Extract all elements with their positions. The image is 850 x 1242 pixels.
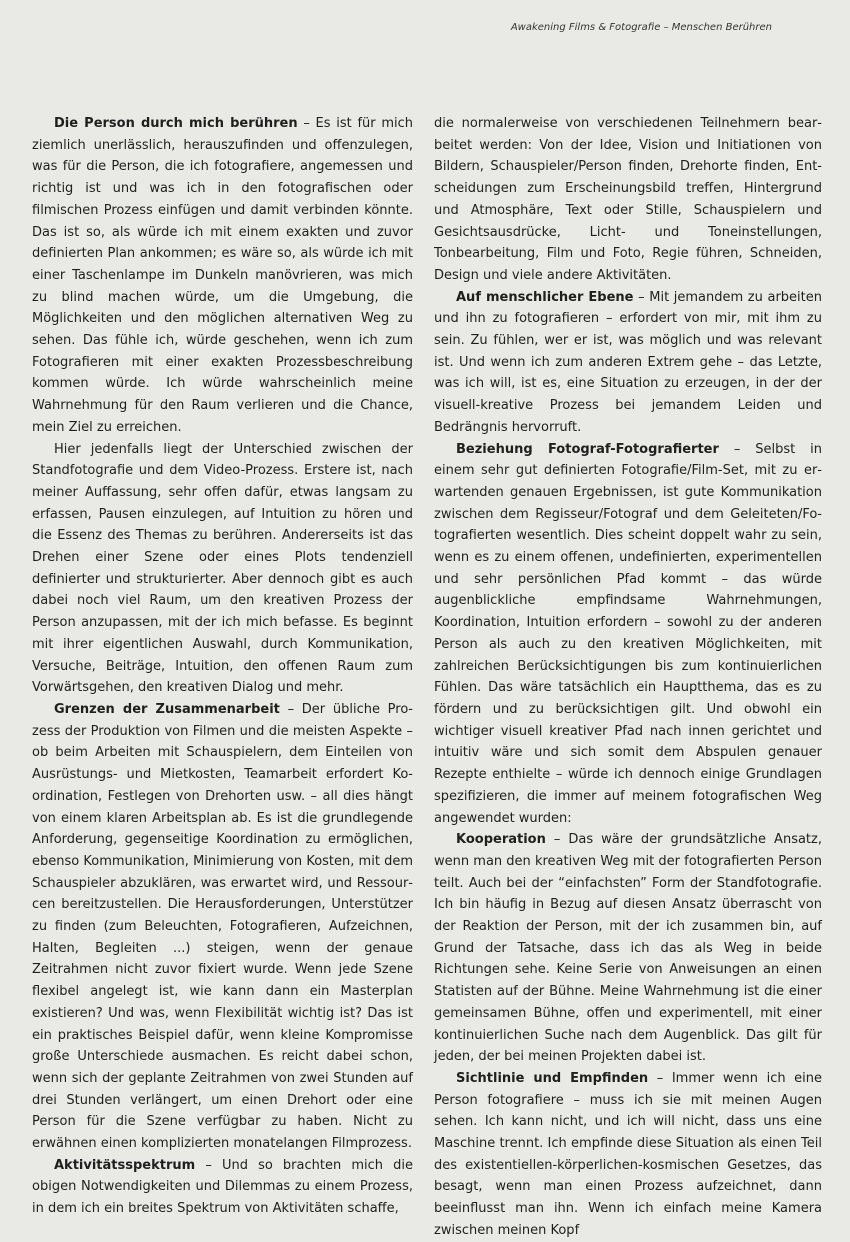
paragraph-beziehung: [434, 439, 822, 830]
paragraph-heading: Kooperation: [456, 832, 546, 848]
paragraph-heading: Beziehung Fotograf-Fotografierter: [456, 441, 719, 457]
paragraph-text: – Selbst in einem sehr gut definierten Fotografie/Film-Set, mit zu erwartenden genauen Ergebnissen, ist gute Kommunikation zwischen dem Regisseur/Fotograf und dem Geleiteten/Fotografierten wesentlich. Dies scheint doppelt wahr zu sein, wenn es zu einem offenen, undefinierten, experimentellen und sehr persönlichen Pfad kommt – das würde augenblickliche empfindsame Wahrnehmungen, Koordination, Intuition erfordern – sowohl zu der anderen Person als auch zu den kreativen Möglichkeiten, mit zahlreichen Berücksichtigungen bis zum kontinuierlichen Fühlen. Das wäre tatsächlich ein Hauptthema, das es zu fördern und zu berücksichtigen gilt. Und obwohl ein wichtiger visuell kreativer Pfad nach innen gerichtet und intuitiv wäre und sich somit dem Abspulen genauer Rezepte enthielte – würde ich dennoch einige Grundlagen spezifizieren, die immer auf meinem fotografischen Weg angewendet wurden:: [434, 441, 822, 826]
paragraph-heading: Auf menschlicher Ebene: [456, 289, 634, 305]
paragraph-text: – Es ist für mich ziemlich unerlässlich, herauszufinden und offenzulegen, was für die Person, die ich fotografiere, angemessen und richtig ist und was ich in den fotografischen oder filmischen Prozess einfügen und damit verbinden könnte. Das ist so, als würde ich mit einem exakten und zuvor definierten Plan ankommen; es wäre so, als würde ich mit einer Taschenlampe im Dunkeln manövrieren, was mich zu blind machen würde, um die Umgebung, die Möglichkeiten und den möglichen alternativen Weg zu sehen. Das fühle ich, würde geschehen, wenn ich zum Fotografieren mit einer exakten Prozessbeschreibung kommen würde. Ich würde wahrscheinlich meine Wahrnehmung für den Raum verlieren und die Chance, mein Ziel zu erreichen.: [32, 116, 413, 435]
paragraph-aktivitaetsspektrum: [32, 1155, 413, 1220]
paragraph-heading: Die Person durch mich berühren: [54, 116, 298, 131]
paragraph-text: – Und so brachten mich die obigen Notwendigkeiten und Dilemmas zu einem Prozess, in dem ich ein breites Spektrum von Aktivitäten schaffe,: [32, 1157, 413, 1217]
paragraph-unterschied: [32, 439, 413, 699]
paragraph-heading: Grenzen der Zusammenarbeit: [54, 701, 280, 717]
running-header: Awakening Films & Fotografie – Menschen Berühren: [510, 22, 772, 33]
right-column: [434, 113, 822, 1242]
paragraph-text: Hier jedenfalls liegt der Unterschied zwischen der Standfotografie und dem Video-Prozess. Erstere ist, nach meiner Auffassung, sehr offen dafür, etwas langsam zu erfassen, Pausen einzulegen, auf Intuition zu hören und die Essenz des Themas zu berühren. Andererseits ist das Drehen einer Szene oder eines Plots tendenziell definierter und strukturierter. Aber dennoch gibt es auch dabei noch viel Raum, um den kreativen Prozess der Person anzupassen, mit der ich mich befasse. Es beginnt mit ihrer eigentlichen Auswahl, durch Kommunikation, Versuche, Beiträge, Intuition, den offenen Raum zum Vorwärtsgehen, den kreativen Dialog und mehr.: [32, 441, 413, 696]
paragraph-text: – Immer wenn ich eine Person fotografiere – muss ich sie mit meinen Augen sehen. Ich kann nicht, und ich will nicht, dass uns eine Maschine trennt. Ich empfinde diese Situation als einen Teil des existentiellen-körperlichen-kosmischen Gesetzes, das besagt, wenn man einen Prozess aufzeichnet, dann beeinflusst man ihn. Wenn ich einfach meine Kamera zwischen meinen Kopf: [434, 1070, 822, 1238]
left-column: [32, 113, 413, 1220]
paragraph-text: – Mit jemandem zu arbeiten und ihn zu fotografieren – erfordert von mir, mit ihm zu sein. Zu fühlen, wer er ist, was möglich und was relevant ist. Und wenn ich zum anderen Extrem gehe – das Letzte, was ich will, ist es, eine Situation zu erzeugen, in der der visuell-kreative Prozess bei jemandem Leiden und Bedrängnis hervorruft.: [434, 289, 822, 435]
paragraph-text: – Das wäre der grundsätzliche Ansatz, wenn man den kreativen Weg mit der fotografierten Person teilt. Auch bei der “einfachsten” Form der Standfotografie. Ich bin häufig in Bezug auf diesen Ansatz überrascht von der Reaktion der Person, mit der ich zusammen bin, auf Grund der Tatsache, dass ich das als Weg in beide Richtungen sehe. Keine Serie von Anweisungen an einen Statisten auf der Bühne. Meine Wahrnehmung ist die einer gemeinsamen Bühne, offen und experimentell, mit einer kontinuierlichen Suche nach dem Augenblick. Das gilt für jeden, der bei meinen Projekten dabei ist.: [434, 832, 822, 1065]
paragraph-menschliche-ebene: [434, 287, 822, 439]
paragraph-heading: Sichtlinie und Empfinden: [456, 1070, 649, 1086]
paragraph-sichtlinie: [434, 1068, 822, 1242]
paragraph-grenzen: [32, 699, 413, 1155]
paragraph-kooperation: [434, 829, 822, 1068]
paragraph-person-beruehren: [32, 113, 413, 439]
paragraph-continued: [434, 113, 822, 287]
paragraph-text: – Der übliche Prozess der Produktion von Filmen und die meisten Aspekte – ob beim Arbeiten mit Schauspielern, dem Einteilen von Ausrüstungs- und Mietkosten, Teamarbeit erfordert Koordination, Festlegen von Drehorten usw. – all dies hängt von einem klaren Arbeitsplan ab. Es ist die grundlegende Anforderung, gegenseitige Koordination zu ermöglichen, ebenso Kommunikation, Minimierung von Kosten, mit dem Schauspieler abzuklären, was erwartet wird, und Ressourcen bereitzustellen. Die Herausforderungen, Unterstützer zu finden (zum Beleuchten, Fotografieren, Aufzeichnen, Halten, Begleiten ...) steigen, wenn der genaue Zeitrahmen nicht zuvor fixiert wurde. Wenn jede Szene flexibel angelegt ist, wie kann dann ein Masterplan existieren? Und was, wenn Flexibilität wichtig ist? Das ist ein praktisches Beispiel dafür, wenn kleine Kompromisse große Unterschiede ausmachen. Es reicht dabei schon, wenn sich der geplante Zeitrahmen von zwei Stunden auf drei Stunden verlängert, um einen Drehort oder eine Person für die Szene verfügbar zu haben. Nicht zu erwähnen einen komplizierten monatelangen Filmprozess.: [32, 701, 413, 1152]
paragraph-text: die normalerweise von verschiedenen Teilnehmern bearbeitet werden: Von der Idee, Vision und Initiationen von Bildern, Schauspieler/Person finden, Drehorte finden, Entscheidungen zum Erscheinungsbild treffen, Hintergrund und Atmosphäre, Text oder Stille, Schauspielern und Gesichtsausdrücke, Licht- und Toneinstellungen, Tonbearbeitung, Film und Foto, Regie führen, Schneiden, Design und viele andere Aktivitäten.: [434, 116, 822, 283]
paragraph-heading: Aktivitätsspektrum: [54, 1157, 196, 1173]
